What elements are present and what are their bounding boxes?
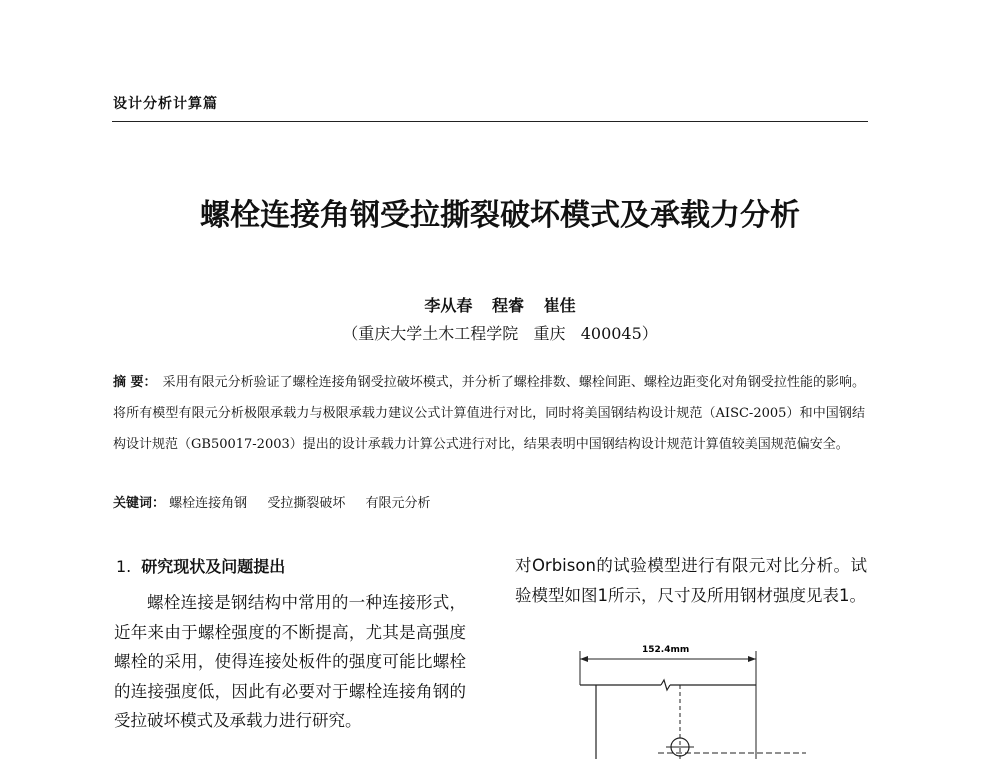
- figure-1: [566, 635, 816, 763]
- abstract: [113, 367, 865, 460]
- keywords: [113, 494, 865, 514]
- dimension-label: 152.4mm: [642, 645, 690, 655]
- abstract-text: 采用有限元分析验证了螺栓连接角钢受拉破坏模式，并分析了螺栓排数、螺栓间距、螺栓边距变化对角钢受拉性能的影响。将所有模型有限元分析极限承载力与极限承载力建议公式计算值进行对比，同时将美国钢结构设计规范（AISC-2005）和中国钢结构设计规范（GB50017-2003）提出的设计承载力计算公式进行对比，结果表明中国钢结构设计规范计算值较美国规范偏安全。: [113, 375, 865, 452]
- section-heading: [116, 554, 285, 577]
- right-column-paragraph: 对Orbison的试验模型进行有限元对比分析。试验模型如图1所示，尺寸及所用钢材强度见表1。: [515, 556, 867, 605]
- abstract-label: 摘 要：: [113, 375, 157, 390]
- figure-drawing: [566, 635, 816, 759]
- keyword-item: 受拉撕裂破坏: [267, 496, 346, 511]
- section-label: 设计分析计算篇: [113, 96, 218, 112]
- keyword-item: 螺栓连接角钢: [169, 496, 248, 511]
- section-number: 1.: [116, 557, 132, 576]
- left-column-paragraph: 螺栓连接是钢结构中常用的一种连接形式，近年来由于螺栓强度的不断提高，尤其是高强度螺栓的采用，使得连接处板件的强度可能比螺栓的连接强度低，因此有必要对于螺栓连接角钢的受拉破坏模式及承载力进行研究。: [114, 593, 466, 730]
- paper-title: 螺栓连接角钢受拉撕裂破坏模式及承载力分析: [200, 198, 800, 233]
- affiliation: （重庆大学土木工程学院 重庆 400045）: [342, 324, 658, 343]
- header-rule: [112, 121, 868, 122]
- section-title: 研究现状及问题提出: [141, 557, 286, 576]
- keyword-item: 有限元分析: [365, 496, 431, 511]
- keywords-label: 关键词：: [113, 496, 166, 511]
- authors: 李从春 程睿 崔佳: [424, 296, 576, 315]
